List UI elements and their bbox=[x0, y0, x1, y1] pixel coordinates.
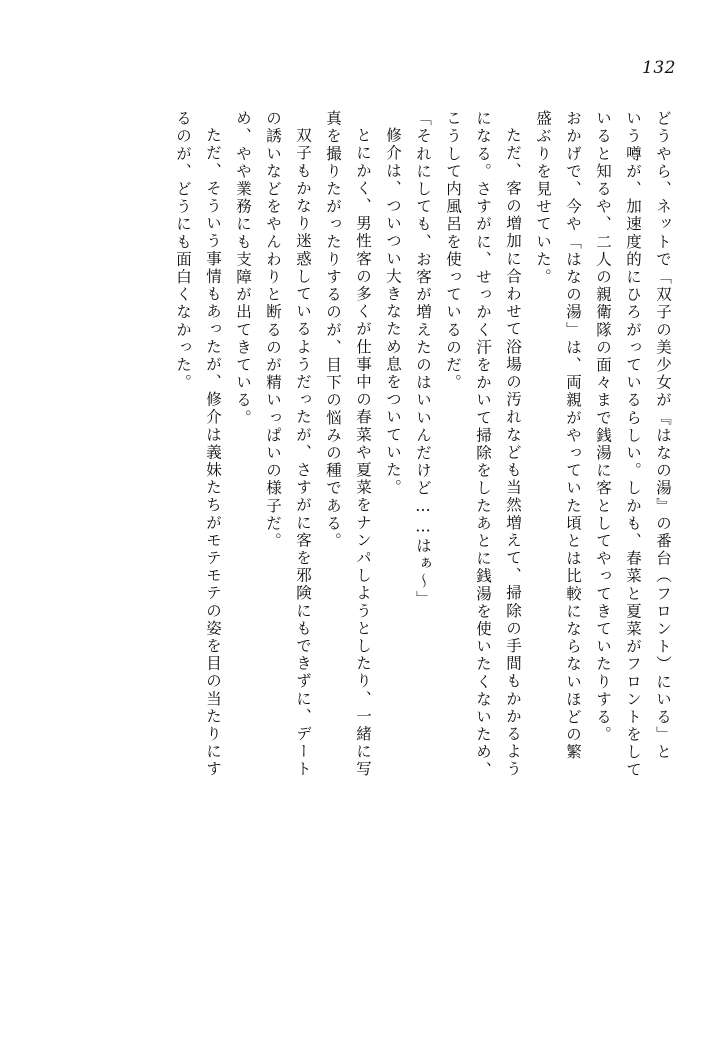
vertical-text-block bbox=[60, 110, 670, 990]
page-number: 132 bbox=[642, 58, 676, 78]
body-line: ただ、そういう事情もあったが、修介は義妹たちがモテモテの姿を目の当たりにす bbox=[204, 127, 222, 779]
body-line: め、やや業務にも支障が出てきている。 bbox=[234, 110, 252, 427]
body-line: るのが、どうにも面白くなかった。 bbox=[174, 110, 192, 392]
body-line: の誘いなどをやんわりと断るのが精いっぱいの様子だ。 bbox=[264, 110, 282, 550]
body-line: 「それにしても、お客が増えたのはいいんだけど……はぁ〜」 bbox=[414, 110, 432, 608]
body-line: 修介は、ついつい大きなため息をついていた。 bbox=[384, 127, 402, 497]
body-line: いると知るや、二人の親衛隊の面々まで銭湯に客としてやってきていたりする。 bbox=[594, 110, 612, 744]
body-line: 真を撮りたがったりするのが、目下の悩みの種である。 bbox=[324, 110, 342, 550]
body-line: ただ、客の増加に合わせて浴場の汚れなども当然増えて、掃除の手間もかかるよう bbox=[504, 127, 522, 779]
body-line: 盛ぶりを見せていた。 bbox=[534, 110, 552, 286]
body-line: とにかく、男性客の多くが仕事中の春菜や夏菜をナンパしようとしたり、一緒に写 bbox=[354, 127, 372, 779]
body-line: いう噂が、加速度的にひろがっているらしい。しかも、春菜と夏菜がフロントをして bbox=[624, 110, 642, 779]
body-line: になる。さすがに、せっかく汗をかいて掃除をしたあとに銭湯を使いたくないため、 bbox=[474, 110, 492, 779]
body-line: おかげで、今や「はなの湯」は、両親がやっていた頃とは比較にならないほどの繁 bbox=[564, 110, 582, 762]
body-line: どうやら、ネットで「双子の美少女が『はなの湯』の番台（フロント）にいる」と bbox=[654, 110, 672, 762]
body-line: 双子もかなり迷惑しているようだったが、さすがに客を邪険にもできずに、デート bbox=[294, 127, 312, 779]
body-line: こうして内風呂を使っているのだ。 bbox=[444, 110, 462, 392]
